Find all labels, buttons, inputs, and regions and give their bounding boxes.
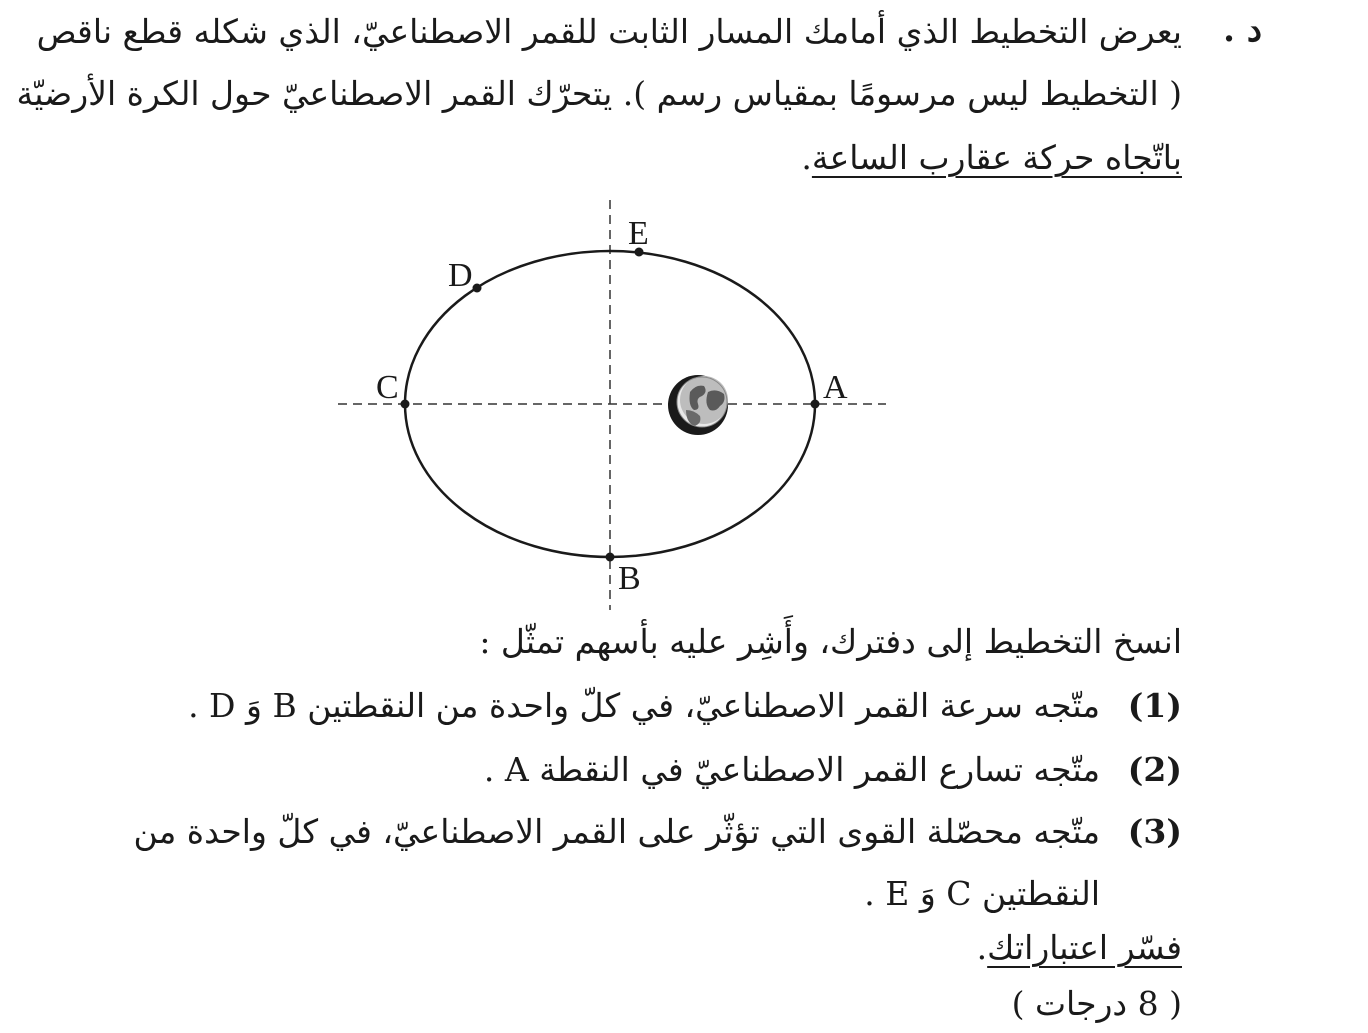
point-e-label: E	[628, 215, 649, 252]
point-a-label: A	[823, 369, 848, 406]
section-letter: د .	[1223, 10, 1262, 50]
intro-underlined-phrase: باتّجاه حركة عقارب الساعة	[811, 138, 1182, 177]
item-1-text: متّجه سرعة القمر الاصطناعيّ، في كلّ واحدة من النقطتين B وَ D .	[188, 686, 1100, 725]
intro-line-3	[801, 138, 1182, 178]
item-1-number: (1)	[1127, 686, 1182, 725]
item-3-text-line-2: النقطتين C وَ E .	[864, 874, 1100, 913]
point-b-dot	[606, 553, 615, 562]
earth-globe-icon	[668, 375, 728, 435]
item-2-number: (2)	[1127, 750, 1182, 789]
point-c-dot	[401, 400, 410, 409]
instruction-line: انسخ التخطيط إلى دفترك، وأَشِر عليه بأسهم تمثّل :	[479, 622, 1182, 661]
intro-line-3-end: .	[801, 138, 812, 177]
orbit-diagram	[330, 196, 900, 616]
item-3-text-line-1: متّجه محصّلة القوى التي تؤثّر على القمر الاصطناعيّ، في كلّ واحدة من	[133, 812, 1100, 851]
point-d-label: D	[448, 257, 473, 294]
point-a-dot	[811, 400, 820, 409]
point-c-label: C	[376, 369, 399, 406]
intro-line-2: ( التخطيط ليس مرسومًا بمقياس رسم ). يتحرّك القمر الاصطناعيّ حول الكرة الأرضيّة	[16, 74, 1182, 113]
intro-line-1: يعرض التخطيط الذي أمامك المسار الثابت للقمر الاصطناعيّ، الذي شكله قطع ناقص	[36, 12, 1182, 51]
explain-end: .	[976, 928, 988, 967]
item-2-text: متّجه تسارع القمر الاصطناعيّ في النقطة A .	[483, 750, 1100, 789]
point-d-dot	[473, 284, 482, 293]
item-3-number: (3)	[1127, 812, 1182, 851]
explain-underlined: فسّر اعتباراتك	[987, 928, 1182, 967]
explain-line	[977, 928, 1182, 968]
point-b-label: B	[618, 560, 641, 597]
points-label: ( 8 درجات )	[1011, 984, 1182, 1023]
